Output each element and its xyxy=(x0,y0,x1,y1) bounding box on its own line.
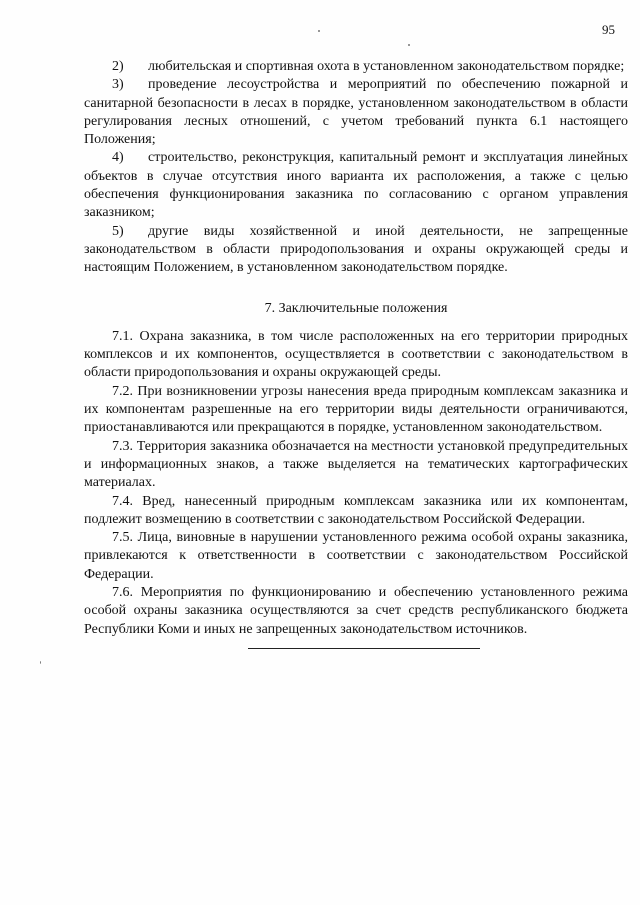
paragraph: 7.1. Охрана заказника, в том числе расположенных на его территории природных комплексов и их компонентов, осуществляется в соответствии с законодательством в области природопользования и охраны окружающей среды. xyxy=(84,328,628,381)
paragraph: 7.6. Мероприятия по функционированию и обеспечению установленного режима особой охраны заказника осуществляются за счет средств республиканского бюджета Республики Коми и иных не запрещенных законодательством источников. xyxy=(84,585,628,637)
list-item-text: любительская и спортивная охота в установленном законодательством порядке; xyxy=(148,59,625,74)
paragraph: 7.2. При возникновении угрозы нанесения вреда природным комплексам заказника и их компонентам разрешенные на его территории виды деятельности ограничиваются, приостанавливаются или прекращаются в порядке, установленном законодательством. xyxy=(84,383,628,436)
list-item-text: проведение лесоустройства и мероприятий по обеспечению пожарной и санитарной безопасности в лесах в порядке, установленном законодательством в области регулирования лесных отношений, с учетом требований пункта 6.1 настоящего Положения; xyxy=(84,77,628,148)
list-item xyxy=(84,223,628,278)
scan-speck xyxy=(408,44,410,46)
paragraph: 7.3. Территория заказника обозначается на местности установкой предупредительных и информационных знаков, а также выделяется на тематических картографических материалах. xyxy=(84,438,628,491)
closing-separator-line xyxy=(248,648,480,649)
scan-speck xyxy=(40,661,41,664)
list-item xyxy=(84,58,628,76)
paragraph: 7.5. Лица, виновные в нарушении установленного режима особой охраны заказника, привлекаются к ответственности в соответствии с законодательством Российской Федерации. xyxy=(84,530,628,582)
list-item-number: 5) xyxy=(112,223,124,239)
list-item xyxy=(84,76,628,149)
list-item-number: 4) xyxy=(112,150,124,166)
section-heading: 7. Заключительные положения xyxy=(264,300,448,316)
list-item xyxy=(84,149,628,222)
list-item-text: другие виды хозяйственной и иной деятельности, не запрещенные законодательством в области природопользования и охраны окружающей среды и настоящим Положением, в установленном законодательством порядке. xyxy=(84,223,628,276)
scan-speck xyxy=(318,30,320,32)
page-number: 95 xyxy=(602,22,615,37)
list-item-number: 3) xyxy=(112,77,124,93)
list-item-text: строительство, реконструкция, капитальный ремонт и эксплуатация линейных объектов в случае отсутствия иного варианта их расположения, а также с целью обеспечения функционирования заказника по согласованию с органом управления заказником; xyxy=(84,150,628,221)
paragraph: 7.4. Вред, нанесенный природным комплексам заказника или их компонентам, подлежит возмещению в соответствии с законодательством Российской Федерации. xyxy=(84,493,628,527)
document-body xyxy=(84,58,628,639)
list-item-number: 2) xyxy=(112,59,124,74)
